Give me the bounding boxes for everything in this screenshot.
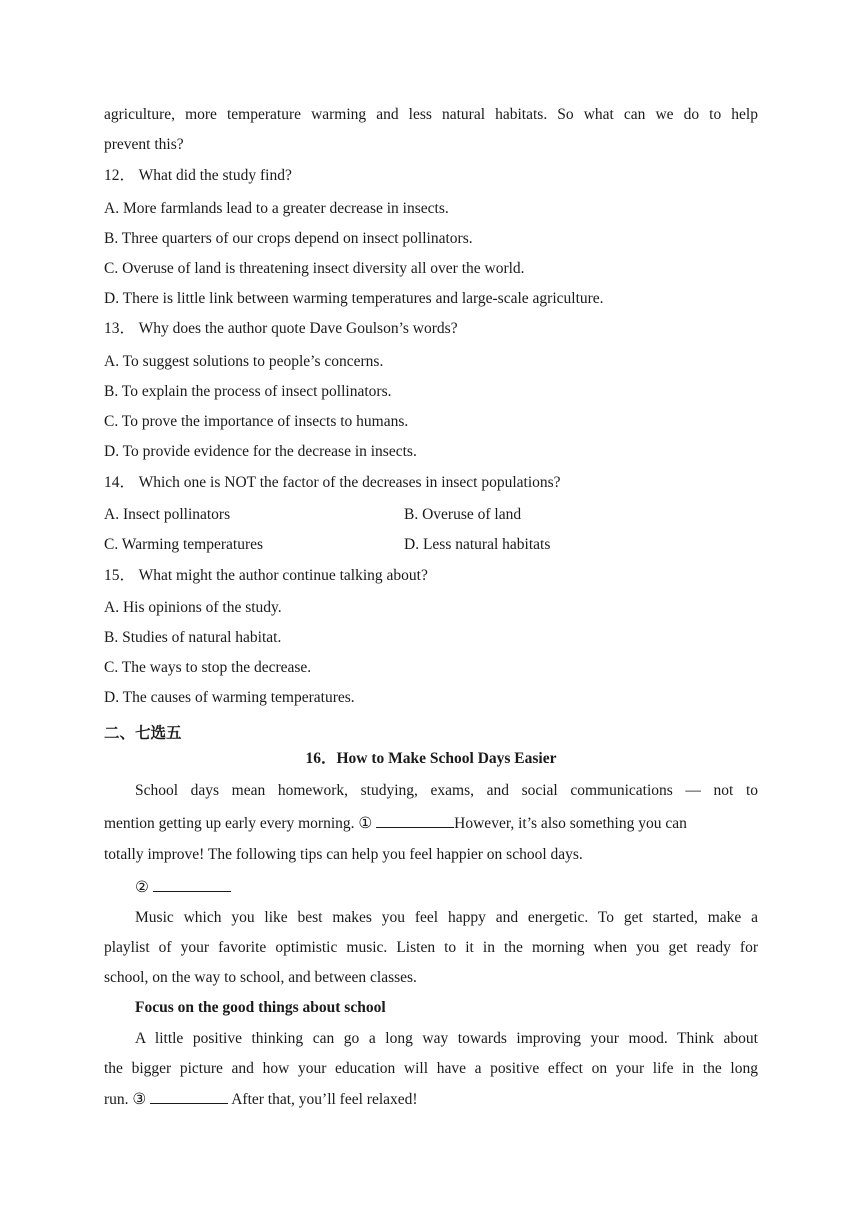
question-13-option-c: C. To prove the importance of insects to humans. (104, 413, 409, 430)
question-13-option-b: B. To explain the process of insect pollinators. (104, 383, 392, 400)
passage-p3-line-2: the bigger picture and how your education will have a positive effect on your life in the long (104, 1060, 758, 1077)
question-13-option-a: A. To suggest solutions to people’s concerns. (104, 353, 384, 370)
answer-blank-2[interactable] (153, 877, 231, 892)
passage-p3-line-3-end: After that, you’ll feel relaxed! (228, 1091, 418, 1108)
passage-subheading: Focus on the good things about school (135, 999, 386, 1016)
question-14-stem: 14． Which one is NOT the factor of the decreases in insect populations? (104, 474, 561, 491)
passage-p2-line-2: playlist of your favorite optimistic music. Listen to it in the morning when you get ready for (104, 939, 758, 956)
question-13-option-d: D. To provide evidence for the decrease in insects. (104, 443, 417, 460)
passage-p3-line-3 (104, 1089, 418, 1110)
question-12-option-b: B. Three quarters of our crops depend on insect pollinators. (104, 230, 473, 247)
passage-p1-line-2-end: However, it’s also something you can (454, 815, 687, 832)
section-heading: 二、七选五 (104, 724, 182, 742)
question-14-option-d: D. Less natural habitats (404, 536, 551, 553)
passage-p3-line-1: A little positive thinking can go a long way towards improving your mood. Think about (135, 1030, 758, 1047)
passage-title: 16．How to Make School Days Easier (305, 750, 557, 767)
answer-blank-1[interactable] (376, 813, 454, 828)
passage-blank-2-line (104, 877, 231, 898)
question-14-option-b: B. Overuse of land (404, 506, 522, 523)
passage-p3-line-3-start: run. ③ (104, 1091, 151, 1108)
question-15-option-d: D. The causes of warming temperatures. (104, 689, 355, 706)
passage-p1-line-2-start: mention getting up early every morning. ① (104, 815, 377, 832)
question-13-stem: 13． Why does the author quote Dave Goulson’s words? (104, 320, 458, 337)
answer-blank-3[interactable] (150, 1089, 228, 1104)
question-12-option-c: C. Overuse of land is threatening insect diversity all over the world. (104, 260, 525, 277)
passage-p2-line-3: school, on the way to school, and between classes. (104, 969, 417, 986)
question-15-option-a: A. His opinions of the study. (104, 599, 282, 616)
question-12-option-a: A. More farmlands lead to a greater decrease in insects. (104, 200, 449, 217)
question-15-stem: 15． What might the author continue talking about? (104, 567, 428, 584)
blank-2-marker: ② (135, 879, 153, 896)
intro-line-2: prevent this? (104, 136, 184, 153)
intro-line-1: agriculture, more temperature warming and less natural habitats. So what can we do to help (104, 106, 758, 123)
passage-p2-line-1: Music which you like best makes you feel happy and energetic. To get started, make a (135, 909, 758, 926)
question-15-option-c: C. The ways to stop the decrease. (104, 659, 312, 676)
question-14-option-a: A. Insect pollinators (104, 506, 231, 523)
question-14-option-c: C. Warming temperatures (104, 536, 264, 553)
question-12-option-d: D. There is little link between warming temperatures and large-scale agriculture. (104, 290, 604, 307)
passage-p1-line-3: totally improve! The following tips can help you feel happier on school days. (104, 846, 583, 863)
passage-p1-line-1: School days mean homework, studying, exams, and social communications — not to (135, 782, 758, 799)
question-15-option-b: B. Studies of natural habitat. (104, 629, 282, 646)
passage-p1-line-2 (104, 813, 687, 834)
question-12-stem: 12． What did the study find? (104, 167, 292, 184)
